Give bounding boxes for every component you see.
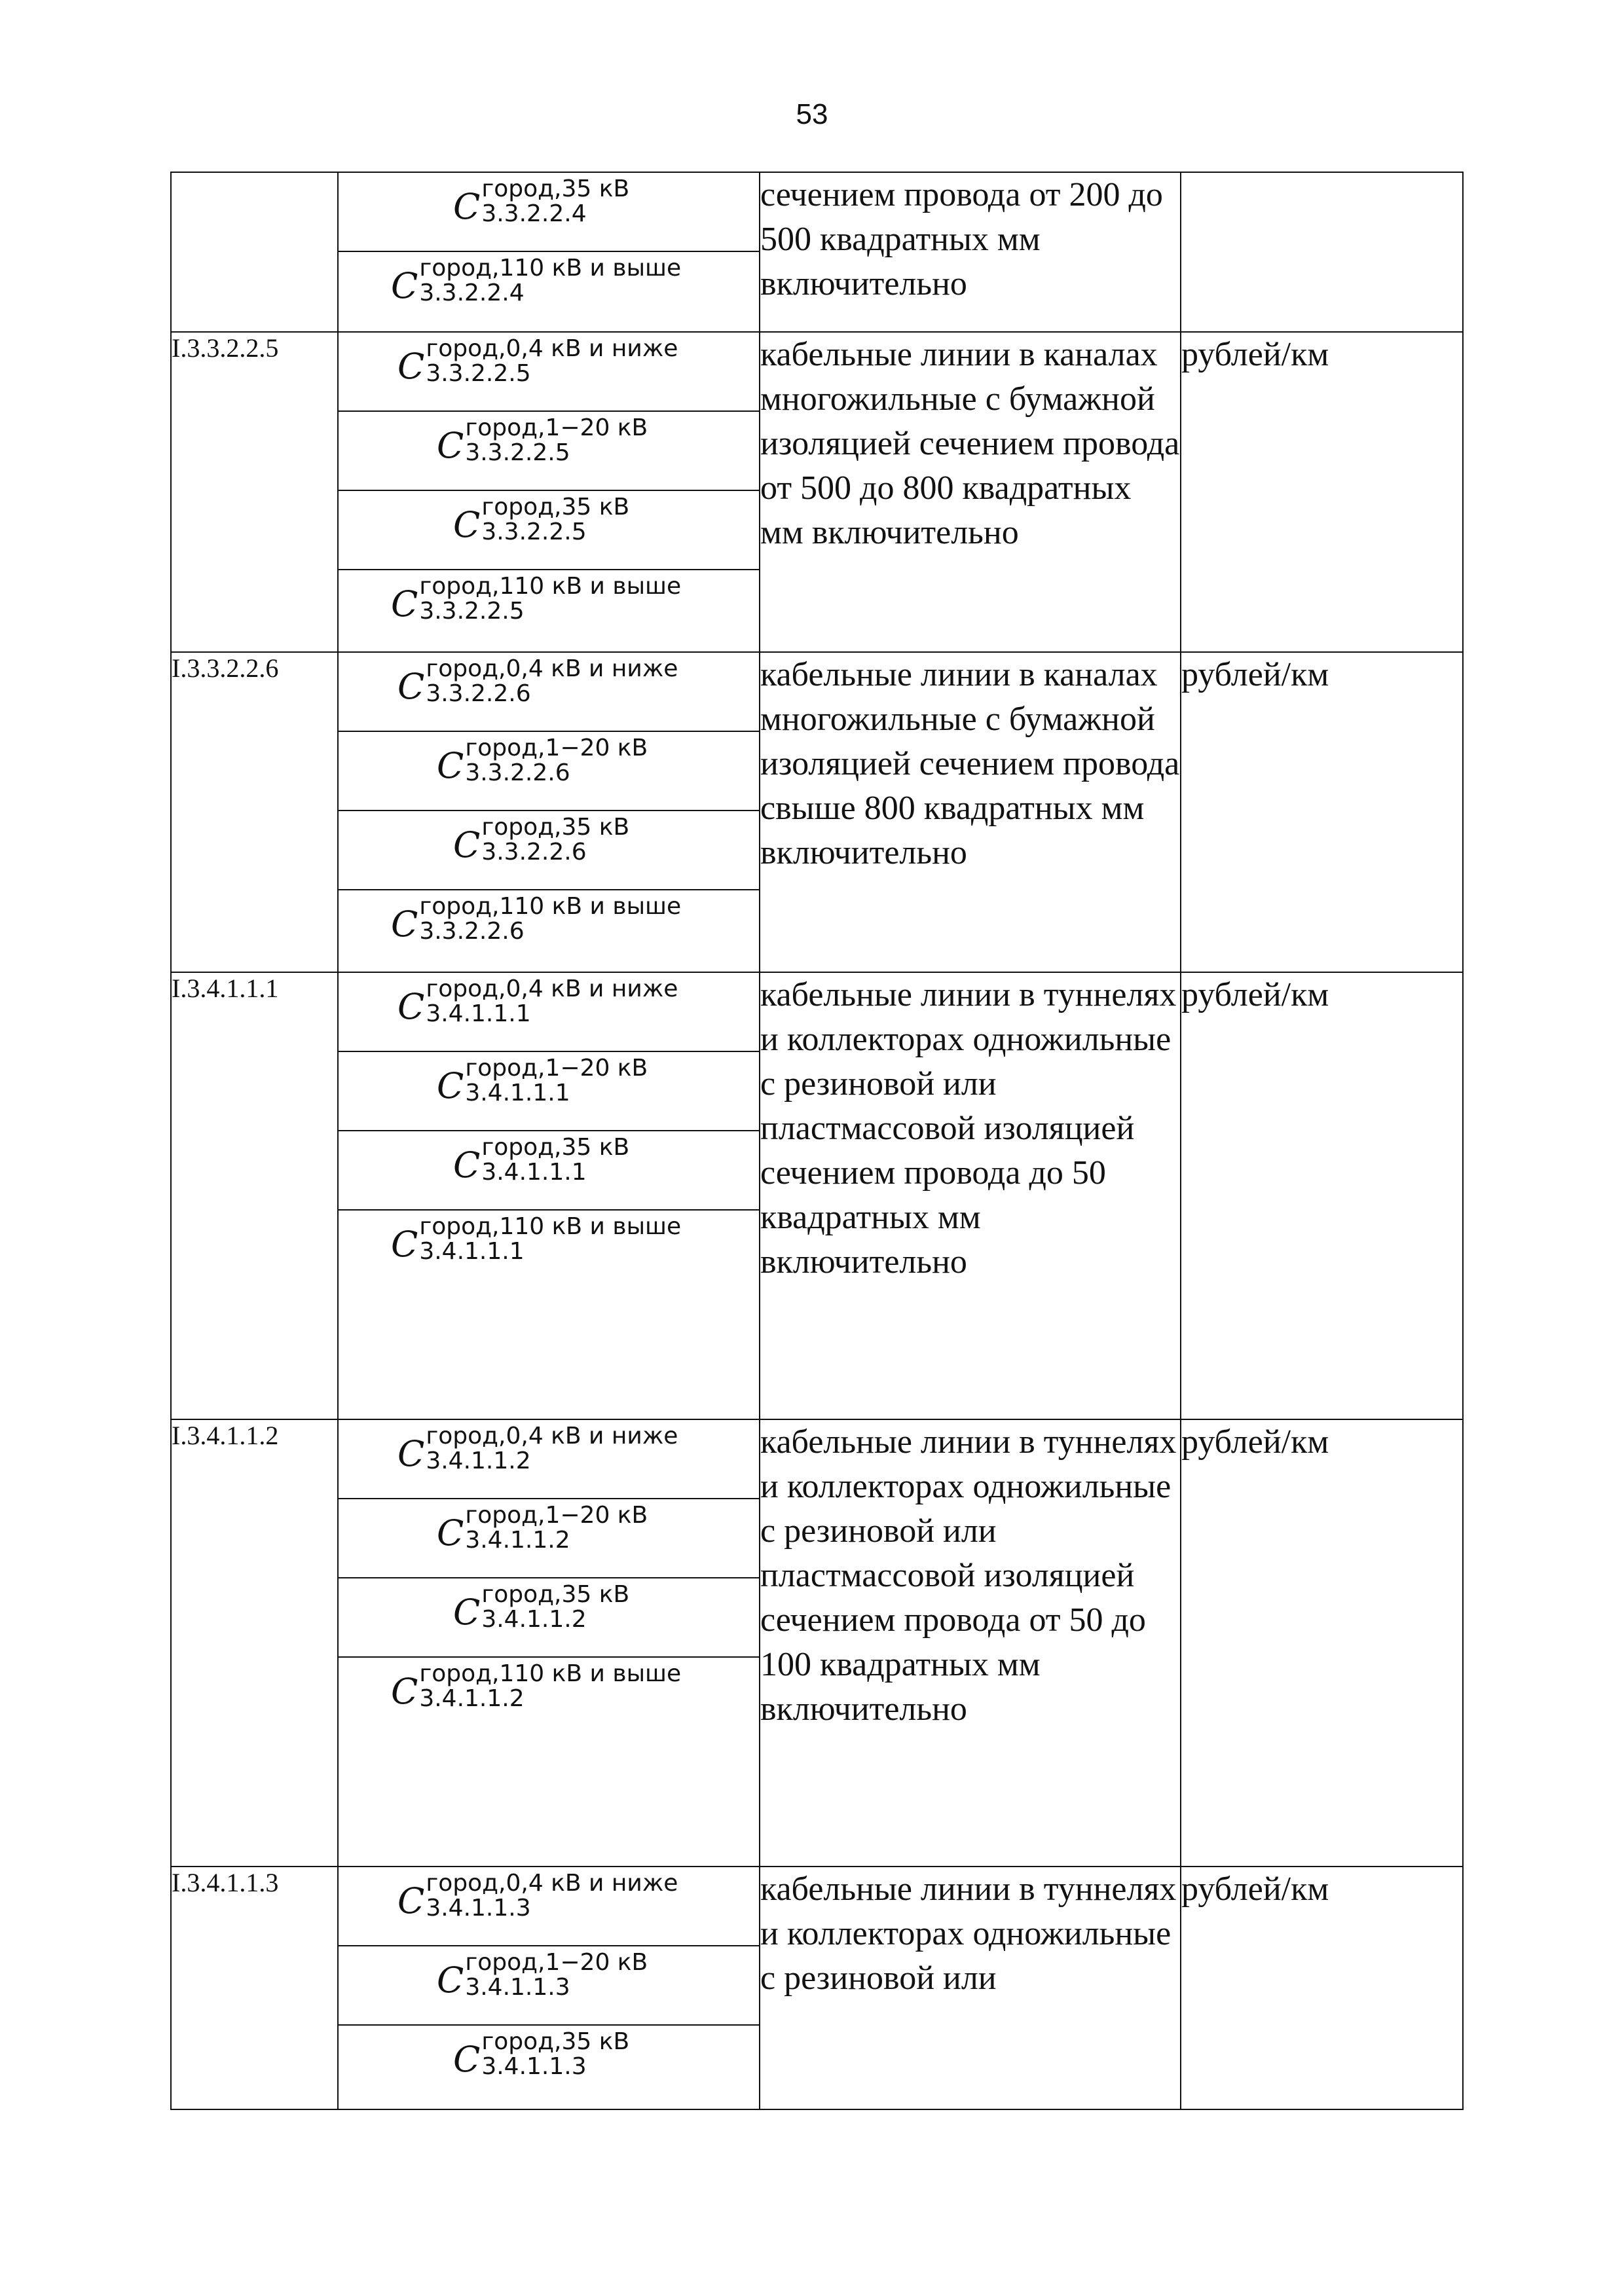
formula-cell — [338, 652, 760, 972]
table-row — [171, 1867, 1463, 2109]
formula-superscript: город,0,4 кВ и ниже — [426, 975, 678, 1002]
formula-row — [339, 1578, 759, 1658]
item-description: кабельные линии в каналах многожильные с бумажной изоляцией сечением провода от 500 до 800 квадратных мм включительно — [760, 332, 1181, 652]
formula-superscript: город,0,4 кВ и ниже — [426, 1870, 678, 1897]
formula-symbol: C — [437, 1065, 464, 1106]
cost-formula — [397, 657, 678, 706]
formula-row — [339, 252, 759, 331]
formula-subscript: 3.4.1.1.2 — [419, 1685, 525, 1712]
formula-row — [339, 1211, 759, 1290]
formula-symbol: C — [397, 1433, 425, 1474]
formula-superscript: город,1−20 кВ — [465, 1055, 648, 1082]
formula-superscript: город,110 кВ и выше — [419, 573, 682, 600]
formula-symbol: C — [453, 1144, 481, 1186]
cost-formula — [397, 1424, 678, 1474]
cost-formula — [437, 1503, 648, 1553]
formula-superscript: город,1−20 кВ — [465, 414, 648, 441]
formula-subscript: 3.4.1.1.3 — [426, 1895, 531, 1922]
formula-superscript: город,110 кВ и выше — [419, 1660, 682, 1687]
cost-formula — [453, 1135, 629, 1185]
formula-subscript: 3.3.2.2.6 — [465, 759, 570, 786]
formula-superscript: город,1−20 кВ — [465, 735, 648, 761]
formula-subscript: 3.3.2.2.6 — [419, 918, 525, 945]
formula-symbol: C — [453, 186, 481, 227]
formula-superscript: город,110 кВ и выше — [419, 255, 682, 282]
formula-superscript: город,35 кВ — [481, 175, 630, 202]
formula-symbol: C — [453, 2039, 481, 2080]
formula-symbol: C — [437, 1959, 464, 2001]
formula-superscript: город,0,4 кВ и ниже — [426, 1423, 678, 1449]
cost-formula — [391, 894, 681, 944]
item-description: кабельные линии в туннелях и коллекторах одножильные с резиновой или пластмассовой изоляцией сечением провода до 50 квадратных мм включительно — [760, 972, 1181, 1419]
formula-row — [339, 1658, 759, 1737]
formula-subscript: 3.4.1.1.2 — [465, 1527, 570, 1554]
unit-of-measure: рублей/км — [1181, 1419, 1463, 1867]
formula-row — [339, 1052, 759, 1131]
formula-superscript: город,0,4 кВ и ниже — [426, 655, 678, 682]
unit-of-measure: рублей/км — [1181, 972, 1463, 1419]
formula-superscript: город,35 кВ — [481, 2028, 630, 2055]
item-code: I.3.3.2.2.6 — [171, 652, 338, 972]
cost-formula — [391, 256, 681, 306]
page-number: 53 — [796, 98, 828, 130]
cost-formula — [453, 177, 629, 227]
formula-subscript: 3.3.2.2.6 — [426, 680, 531, 707]
cost-formula — [453, 2030, 629, 2079]
formula-symbol: C — [391, 583, 418, 625]
formula-subscript: 3.4.1.1.1 — [419, 1238, 525, 1265]
cost-formula — [437, 1950, 648, 2000]
formula-symbol: C — [453, 1592, 481, 1633]
cost-formula — [397, 1871, 678, 1921]
cost-formula — [391, 1662, 681, 1711]
formula-row — [339, 412, 759, 491]
formula-subscript: 3.3.2.2.4 — [481, 200, 587, 227]
unit-of-measure: рублей/км — [1181, 652, 1463, 972]
item-code: I.3.4.1.1.3 — [171, 1867, 338, 2109]
table-row — [171, 1419, 1463, 1867]
formula-superscript: город,35 кВ — [481, 494, 630, 520]
formula-superscript: город,35 кВ — [481, 1134, 630, 1161]
formula-symbol: C — [437, 425, 464, 466]
table-row — [171, 332, 1463, 652]
formula-cell — [338, 1867, 760, 2109]
item-description: кабельные линии в каналах многожильные с бумажной изоляцией сечением провода свыше 800 квадратных мм включительно — [760, 652, 1181, 972]
cost-formula — [437, 736, 648, 786]
formula-subscript: 3.3.2.2.5 — [426, 360, 531, 387]
formula-superscript: город,35 кВ — [481, 1581, 630, 1608]
formula-symbol: C — [437, 745, 464, 786]
formula-symbol: C — [397, 666, 425, 707]
formula-symbol: C — [391, 1224, 418, 1265]
formula-row — [339, 2026, 759, 2105]
tariff-table — [170, 172, 1464, 2110]
item-description: кабельные линии в туннелях и коллекторах одножильные с резиновой или — [760, 1867, 1181, 2109]
table-row — [171, 972, 1463, 1419]
formula-row — [339, 173, 759, 252]
formula-row — [339, 570, 759, 649]
formula-subscript: 3.4.1.1.2 — [426, 1448, 531, 1474]
formula-symbol: C — [453, 824, 481, 866]
unit-of-measure — [1181, 172, 1463, 332]
formula-row — [339, 732, 759, 811]
formula-symbol: C — [437, 1512, 464, 1554]
formula-subscript: 3.3.2.2.4 — [419, 280, 525, 306]
cost-formula — [453, 1582, 629, 1632]
cost-formula — [437, 1056, 648, 1106]
table-row — [171, 172, 1463, 332]
item-description: кабельные линии в туннелях и коллекторах одножильные с резиновой или пластмассовой изоляцией сечением провода от 50 до 100 квадратных мм включительно — [760, 1419, 1181, 1867]
formula-cell — [338, 172, 760, 332]
table-row — [171, 652, 1463, 972]
item-code: I.3.4.1.1.2 — [171, 1419, 338, 1867]
formula-row — [339, 1131, 759, 1211]
cost-formula — [391, 574, 681, 624]
item-code: I.3.3.2.2.5 — [171, 332, 338, 652]
item-code — [171, 172, 338, 332]
item-code: I.3.4.1.1.1 — [171, 972, 338, 1419]
formula-row — [339, 491, 759, 570]
formula-subscript: 3.4.1.1.2 — [481, 1606, 587, 1633]
cost-formula — [391, 1214, 681, 1264]
formula-row — [339, 811, 759, 890]
formula-subscript: 3.3.2.2.5 — [465, 439, 570, 466]
formula-symbol: C — [453, 504, 481, 545]
formula-cell — [338, 972, 760, 1419]
formula-row — [339, 973, 759, 1052]
item-description: сечением провода от 200 до 500 квадратных мм включительно — [760, 172, 1181, 332]
formula-superscript: город,0,4 кВ и ниже — [426, 335, 678, 362]
cost-formula — [453, 495, 629, 545]
formula-row — [339, 333, 759, 412]
formula-subscript: 3.3.2.2.5 — [481, 519, 587, 545]
formula-subscript: 3.4.1.1.3 — [465, 1974, 570, 2001]
formula-superscript: город,1−20 кВ — [465, 1949, 648, 1976]
formula-subscript: 3.3.2.2.5 — [419, 598, 525, 625]
formula-superscript: город,1−20 кВ — [465, 1502, 648, 1529]
cost-formula — [397, 337, 678, 386]
table-body — [171, 172, 1463, 2109]
formula-subscript: 3.4.1.1.1 — [465, 1080, 570, 1106]
formula-symbol: C — [397, 346, 425, 387]
cost-formula — [453, 815, 629, 865]
formula-symbol: C — [391, 265, 418, 306]
formula-row — [339, 1867, 759, 1946]
cost-formula — [437, 416, 648, 465]
formula-row — [339, 653, 759, 732]
formula-cell — [338, 332, 760, 652]
formula-symbol: C — [397, 986, 425, 1027]
unit-of-measure: рублей/км — [1181, 1867, 1463, 2109]
formula-subscript: 3.4.1.1.1 — [426, 1000, 531, 1027]
formula-subscript: 3.4.1.1.1 — [481, 1159, 587, 1186]
formula-row — [339, 1499, 759, 1578]
formula-symbol: C — [397, 1880, 425, 1922]
formula-row — [339, 890, 759, 970]
formula-symbol: C — [391, 1671, 418, 1712]
formula-superscript: город,35 кВ — [481, 814, 630, 841]
formula-subscript: 3.3.2.2.6 — [481, 839, 587, 866]
formula-superscript: город,110 кВ и выше — [419, 893, 682, 920]
formula-symbol: C — [391, 903, 418, 945]
unit-of-measure: рублей/км — [1181, 332, 1463, 652]
formula-row — [339, 1946, 759, 2026]
formula-row — [339, 1420, 759, 1499]
formula-cell — [338, 1419, 760, 1867]
cost-formula — [397, 977, 678, 1027]
formula-subscript: 3.4.1.1.3 — [481, 2053, 587, 2080]
formula-superscript: город,110 кВ и выше — [419, 1213, 682, 1240]
